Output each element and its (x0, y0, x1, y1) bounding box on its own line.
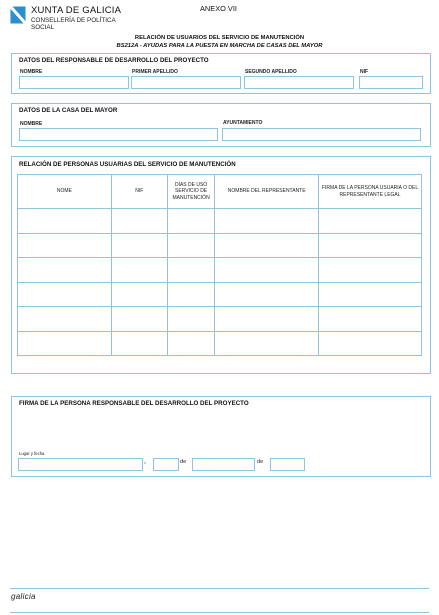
table-cell[interactable] (215, 258, 319, 283)
responsible-first-surname-label: PRIMER APELLIDO (132, 69, 178, 75)
table-row (18, 331, 422, 356)
table-cell[interactable] (319, 258, 422, 283)
house-name-field[interactable] (19, 128, 218, 141)
year-field[interactable] (270, 458, 305, 471)
table-cell[interactable] (167, 258, 214, 283)
table-cell[interactable] (319, 282, 422, 307)
house-section (11, 103, 431, 147)
xunta-emblem-icon (10, 6, 26, 24)
municipality-field[interactable] (222, 128, 421, 141)
table-cell[interactable] (319, 331, 422, 356)
table-cell[interactable] (215, 331, 319, 356)
table-cell[interactable] (18, 233, 112, 258)
users-section-title: RELACIÓN DE PERSONAS USUARIAS DEL SERVICIO DE MANUTENCIÓN (19, 161, 236, 168)
table-cell[interactable] (319, 233, 422, 258)
responsible-name-field[interactable] (19, 76, 129, 89)
table-cell[interactable] (215, 233, 319, 258)
table-row (18, 258, 422, 283)
table-cell[interactable] (167, 307, 214, 332)
table-cell[interactable] (18, 258, 112, 283)
footer-line (10, 588, 429, 589)
table-row (18, 209, 422, 234)
responsible-nif-label: NIF (360, 69, 369, 75)
responsible-second-surname-label: SEGUNDO APELLIDO (245, 69, 297, 75)
table-cell[interactable] (111, 209, 167, 234)
table-row (18, 307, 422, 332)
col-header-days: DÍAS DE USO SERVICIO DE MANUTENCIÓN (167, 175, 214, 209)
col-header-nif: NIF (111, 175, 167, 209)
responsible-section-title: DATOS DEL RESPONSABLE DE DESARROLLO DEL PROYECTO (19, 57, 209, 64)
users-table (17, 174, 422, 356)
place-field[interactable] (18, 458, 143, 471)
logo-title: XUNTA DE GALICIA (31, 5, 122, 16)
galicia-brand-logo: galicia (11, 592, 36, 601)
table-cell[interactable] (319, 307, 422, 332)
table-cell[interactable] (215, 282, 319, 307)
table-cell[interactable] (18, 331, 112, 356)
annex-label: ANEXO VII (200, 4, 237, 13)
col-header-representative: NOMBRE DEL REPRESENTANTE (215, 175, 319, 209)
table-cell[interactable] (167, 233, 214, 258)
house-section-title: DATOS DE LA CASA DEL MAYOR (19, 107, 118, 114)
document-title: RELACIÓN DE USUARIOS DEL SERVICIO DE MANUTENCIÓN (134, 35, 305, 41)
table-cell[interactable] (111, 258, 167, 283)
table-cell[interactable] (18, 209, 112, 234)
table-cell[interactable] (167, 331, 214, 356)
table-cell[interactable] (111, 233, 167, 258)
month-field[interactable] (192, 458, 255, 471)
users-section (11, 156, 431, 374)
responsible-nif-field[interactable] (359, 76, 423, 89)
footer-bottom-line (10, 612, 429, 613)
municipality-label: AYUNTAMIENTO (223, 120, 263, 126)
house-name-label: NOMBRE (20, 121, 43, 127)
col-header-name: NOME (18, 175, 112, 209)
table-cell[interactable] (111, 307, 167, 332)
responsible-second-surname-field[interactable] (244, 76, 354, 89)
de-label-2: de (257, 459, 264, 465)
table-cell[interactable] (215, 209, 319, 234)
users-table-header (18, 175, 422, 209)
de-label-1: de (180, 459, 187, 465)
logo-subtitle-line1: CONSELLERÍA DE POLÍTICA (31, 17, 116, 24)
table-cell[interactable] (18, 282, 112, 307)
day-field[interactable] (153, 458, 179, 471)
signature-section (11, 396, 431, 477)
table-cell[interactable] (18, 307, 112, 332)
table-row (18, 282, 422, 307)
responsible-name-label: NOMBRE (20, 69, 43, 75)
comma-separator: , (144, 458, 146, 465)
table-cell[interactable] (167, 282, 214, 307)
document-subtitle: BS212A - AYUDAS PARA LA PUESTA EN MARCHA DE CASAS DEL MAYOR (116, 43, 323, 49)
table-row (18, 233, 422, 258)
table-cell[interactable] (111, 331, 167, 356)
logo-subtitle-line2: SOCIAL (31, 24, 55, 31)
signature-section-title: FIRMA DE LA PERSONA RESPONSABLE DEL DESARROLLO DEL PROYECTO (19, 400, 249, 407)
place-date-label: Lugar y fecha (19, 451, 45, 456)
table-cell[interactable] (111, 282, 167, 307)
table-cell[interactable] (319, 209, 422, 234)
col-header-signature: FIRMA DE LA PERSONA USUARIA O DEL REPRESENTANTE LEGAL (319, 175, 422, 209)
xunta-logo (10, 6, 130, 36)
table-cell[interactable] (215, 307, 319, 332)
responsible-section (11, 53, 431, 94)
responsible-first-surname-field[interactable] (131, 76, 241, 89)
table-cell[interactable] (167, 209, 214, 234)
